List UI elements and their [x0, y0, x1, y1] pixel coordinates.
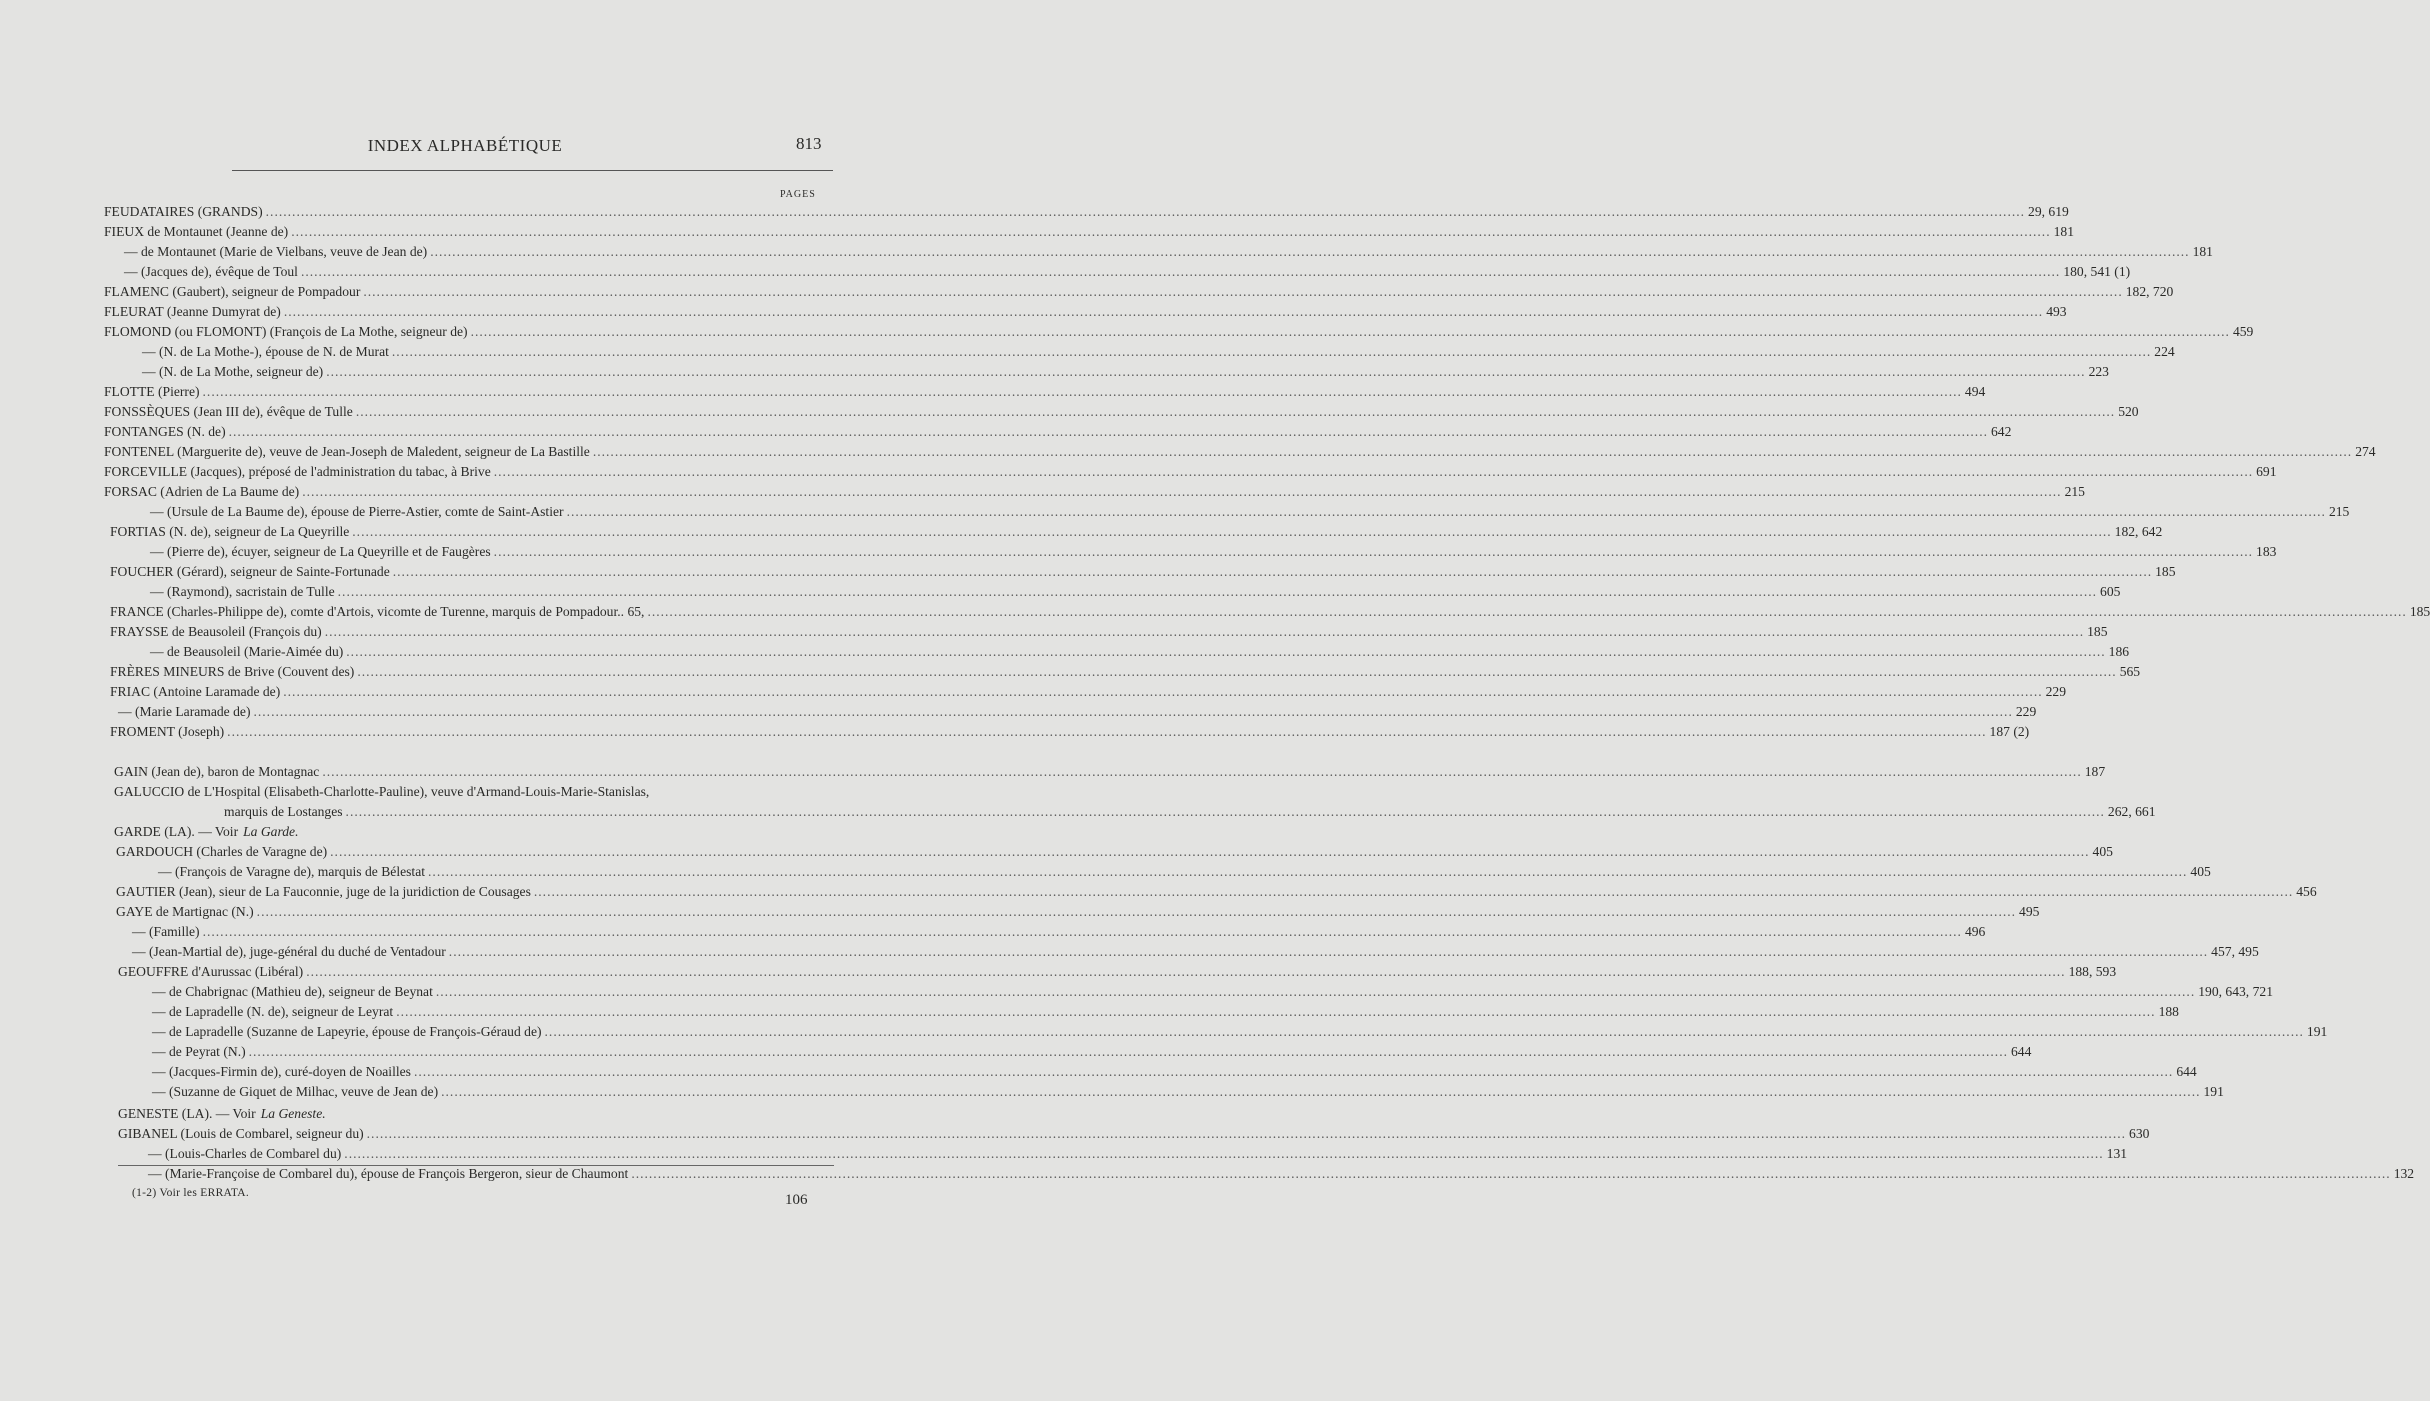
dot-leader: ................................................................................................................................................................................................................................................................................................................................................................................................................: [346, 644, 2106, 659]
entry-pages: 642: [1991, 424, 2012, 439]
entry-pages: 185: [2087, 624, 2108, 639]
entry-text: FLOTTE (Pierre): [104, 384, 200, 399]
entry-text: — de Lapradelle (N. de), seigneur de Leyrat: [152, 1004, 394, 1019]
dot-leader: ................................................................................................................................................................................................................................................................................................................................................................................................................: [435, 984, 2196, 999]
dot-leader: ................................................................................................................................................................................................................................................................................................................................................................................................................: [300, 264, 2061, 279]
entry-text: — de Chabrignac (Mathieu de), seigneur de Beynat: [152, 984, 433, 999]
entry-text: — (N. de La Mothe-), épouse de N. de Murat: [142, 344, 389, 359]
entry-pages: 190, 643, 721: [2198, 984, 2273, 999]
dot-leader: ................................................................................................................................................................................................................................................................................................................................................................................................................: [322, 764, 2082, 779]
index-entry: [150, 543, 2277, 561]
entry-pages: 182, 720: [2125, 284, 2174, 299]
dot-leader: ................................................................................................................................................................................................................................................................................................................................................................................................................: [337, 584, 2098, 599]
entry-text: — (Louis-Charles de Combarel du): [148, 1146, 342, 1161]
entry-pages: 565: [2119, 664, 2141, 679]
entry-text: — de Montaunet (Marie de Vielbans, veuve de Jean de): [124, 244, 428, 259]
entry-pages: 405: [2190, 864, 2211, 879]
index-entry: [132, 923, 1986, 941]
entry-text: — (Raymond), sacristain de Tulle: [150, 584, 335, 599]
index-entry: [152, 983, 2273, 1001]
index-entry: [124, 263, 2131, 281]
entry-pages: 224: [2154, 344, 2175, 359]
index-entry: [152, 1083, 2224, 1101]
index-entry: [150, 583, 2121, 601]
dot-leader: ................................................................................................................................................................................................................................................................................................................................................................................................................: [344, 1146, 2104, 1161]
index-entry: [114, 763, 2106, 781]
dot-leader: ................................................................................................................................................................................................................................................................................................................................................................................................................: [248, 1044, 2008, 1059]
index-entry: [104, 403, 2139, 421]
index-entry: [118, 1105, 836, 1123]
entry-text: GEOUFFRE d'Aurussac (Libéral): [118, 964, 304, 979]
entry-pages: 187 (2): [1989, 724, 2030, 739]
entry-text: — de Peyrat (N.): [152, 1044, 246, 1059]
dot-leader: ................................................................................................................................................................................................................................................................................................................................................................................................................: [396, 1004, 2156, 1019]
index-entry: [116, 883, 2317, 901]
entry-text: — (François de Varagne de), marquis de Bélestat: [158, 864, 426, 879]
running-title: INDEX ALPHABÉTIQUE: [367, 136, 563, 155]
dot-leader: ................................................................................................................................................................................................................................................................................................................................................................................................................: [544, 1024, 2304, 1039]
entry-pages: 274: [2355, 444, 2376, 459]
entry-pages: 131: [2106, 1146, 2128, 1161]
entry-pages: 229: [2045, 684, 2067, 699]
dot-leader: ................................................................................................................................................................................................................................................................................................................................................................................................................: [592, 444, 2353, 459]
dot-leader: ................................................................................................................................................................................................................................................................................................................................................................................................................: [392, 564, 2153, 579]
sheet-number: 106: [785, 1192, 808, 1208]
dot-leader: ................................................................................................................................................................................................................................................................................................................................................................................................................: [355, 404, 2116, 419]
dot-leader: ................................................................................................................................................................................................................................................................................................................................................................................................................: [283, 304, 2044, 319]
index-entry: [118, 963, 2117, 981]
index-entry: [104, 483, 2085, 501]
entry-pages: 494: [1964, 384, 1986, 399]
index-entry: [224, 803, 2156, 821]
entry-text: — (Jacques-Firmin de), curé-doyen de Noailles: [152, 1064, 411, 1079]
dot-leader: ................................................................................................................................................................................................................................................................................................................................................................................................................: [566, 504, 2326, 519]
entry-text: FLEURAT (Jeanne Dumyrat de): [104, 304, 281, 319]
entry-pages: 644: [2011, 1044, 2032, 1059]
index-entry: [152, 1043, 2032, 1061]
entry-pages: 132: [2393, 1166, 2415, 1181]
dot-leader: ................................................................................................................................................................................................................................................................................................................................................................................................................: [448, 944, 2209, 959]
dot-leader: ................................................................................................................................................................................................................................................................................................................................................................................................................: [330, 844, 2090, 859]
entry-text: FONSSÈQUES (Jean III de), évêque de Tulle: [104, 404, 353, 419]
dot-leader: ................................................................................................................................................................................................................................................................................................................................................................................................................: [357, 664, 2117, 679]
entry-pages: 29, 619: [2028, 204, 2069, 219]
entry-text: GAIN (Jean de), baron de Montagnac: [114, 764, 320, 779]
entry-pages: 223: [2088, 364, 2109, 379]
entry-pages: 229: [2015, 704, 2037, 719]
entry-pages: 191: [2306, 1024, 2328, 1039]
entry-pages: 185: [2155, 564, 2176, 579]
entry-pages: 262, 661: [2107, 804, 2156, 819]
dot-leader: ................................................................................................................................................................................................................................................................................................................................................................................................................: [533, 884, 2294, 899]
entry-pages: 457, 495: [2211, 944, 2259, 959]
entry-text: FRAYSSE de Beausoleil (François du): [110, 624, 322, 639]
entry-text: FRIAC (Antoine Laramade de): [110, 684, 281, 699]
dot-leader: ................................................................................................................................................................................................................................................................................................................................................................................................................: [430, 244, 2190, 259]
entry-text: — (Jean-Martial de), juge-général du duché de Ventadour: [132, 944, 446, 959]
entry-pages: 493: [2046, 304, 2067, 319]
entry-pages: 456: [2296, 884, 2317, 899]
entry-pages: 187: [2084, 764, 2106, 779]
dot-leader: ................................................................................................................................................................................................................................................................................................................................................................................................................: [493, 544, 2254, 559]
index-entry: [148, 1165, 2415, 1183]
entry-pages: 182, 642: [2114, 524, 2163, 539]
index-entry: [124, 243, 2213, 261]
entry-pages: 191: [2203, 1084, 2224, 1099]
entry-text: FORCEVILLE (Jacques), préposé de l'administration du tabac, à Brive: [104, 464, 491, 479]
index-entry: [114, 823, 836, 841]
entry-text: FONTENEL (Marguerite de), veuve de Jean-Joseph de Maledent, seigneur de La Bastille: [104, 444, 590, 459]
entry-text: FRÈRES MINEURS de Brive (Couvent des): [110, 664, 355, 679]
entry-pages: 630: [2129, 1126, 2150, 1141]
entry-text: FLAMENC (Gaubert), seigneur de Pompadour: [104, 284, 361, 299]
entry-text: GAYE de Martignac (N.): [116, 904, 254, 919]
entry-text: FORSAC (Adrien de La Baume de): [104, 484, 300, 499]
dot-leader: ................................................................................................................................................................................................................................................................................................................................................................................................................: [366, 1126, 2127, 1141]
page-number: 813: [796, 134, 822, 153]
entry-text: — de Beausoleil (Marie-Aimée du): [150, 644, 344, 659]
entry-text: GAUTIER (Jean), sieur de La Fauconnie, juge de la juridiction de Cousages: [116, 884, 531, 899]
entry-pages: 181: [2192, 244, 2213, 259]
index-entry: [142, 343, 2175, 361]
index-entry: [150, 503, 2350, 521]
index-entry: [110, 603, 2430, 621]
dot-leader: ................................................................................................................................................................................................................................................................................................................................................................................................................: [326, 364, 2086, 379]
entry-text: — (Pierre de), écuyer, seigneur de La Queyrille et de Faugères: [150, 544, 491, 559]
index-entry: [110, 563, 2176, 581]
entry-pages: 215: [2064, 484, 2085, 499]
entry-pages: 644: [2176, 1064, 2197, 1079]
entry-text: — de Lapradelle (Suzanne de Lapeyrie, épouse de François-Géraud de): [152, 1024, 542, 1039]
entry-pages: 691: [2256, 464, 2277, 479]
dot-leader: ................................................................................................................................................................................................................................................................................................................................................................................................................: [413, 1064, 2174, 1079]
dot-leader: ................................................................................................................................................................................................................................................................................................................................................................................................................: [283, 684, 2043, 699]
entry-cross-reference: La Garde.: [243, 824, 299, 839]
index-entry: [104, 423, 2012, 441]
dot-leader: ................................................................................................................................................................................................................................................................................................................................................................................................................: [202, 924, 1962, 939]
index-entry: [118, 703, 2037, 721]
dot-leader: ................................................................................................................................................................................................................................................................................................................................................................................................................: [202, 384, 1962, 399]
entry-text: GARDE (LA). — Voir: [114, 824, 239, 839]
index-entry: [152, 1003, 2179, 1021]
dot-leader: ................................................................................................................................................................................................................................................................................................................................................................................................................: [428, 864, 2188, 879]
footnote: (1-2) Voir les ERRATA.: [132, 1187, 250, 1199]
entry-text: FOUCHER (Gérard), seigneur de Sainte-Fortunade: [110, 564, 390, 579]
index-entry: [110, 523, 2163, 541]
entry-pages: 495: [2019, 904, 2040, 919]
index-entry: [158, 863, 2211, 881]
entry-text: FEUDATAIRES (GRANDS): [104, 204, 263, 219]
index-entry: [110, 683, 2067, 701]
dot-leader: ................................................................................................................................................................................................................................................................................................................................................................................................................: [363, 284, 2123, 299]
entry-text: FLOMOND (ou FLOMONT) (François de La Mothe, seigneur de): [104, 324, 468, 339]
entry-pages: 180, 541 (1): [2063, 264, 2131, 279]
entry-text: — (Suzanne de Giquet de Milhac, veuve de Jean de): [152, 1084, 439, 1099]
index-entry: [132, 943, 2259, 961]
dot-leader: ................................................................................................................................................................................................................................................................................................................................................................................................................: [441, 1084, 2201, 1099]
dot-leader: ................................................................................................................................................................................................................................................................................................................................................................................................................: [253, 704, 2013, 719]
index-entry: [110, 723, 2030, 741]
entry-text: FIEUX de Montaunet (Jeanne de): [104, 224, 289, 239]
dot-leader: ................................................................................................................................................................................................................................................................................................................................................................................................................: [227, 724, 1987, 739]
entry-pages: 605: [2100, 584, 2121, 599]
index-entry: [116, 903, 2040, 921]
dot-leader: ................................................................................................................................................................................................................................................................................................................................................................................................................: [352, 524, 2112, 539]
pages-column-label: PAGES: [780, 189, 816, 200]
index-entry: [152, 1023, 2328, 1041]
index-entry: [110, 663, 2141, 681]
entry-text: — (Ursule de La Baume de), épouse de Pierre-Astier, comte de Saint-Astier: [150, 504, 564, 519]
index-entry: [148, 1145, 2128, 1163]
dot-leader: ................................................................................................................................................................................................................................................................................................................................................................................................................: [302, 484, 2062, 499]
index-entry: [104, 383, 1986, 401]
entry-pages: 186: [2108, 644, 2130, 659]
entry-text: — (N. de La Mothe, seigneur de): [142, 364, 324, 379]
index-entry: [104, 283, 2174, 301]
entry-text: FORTIAS (N. de), seigneur de La Queyrille: [110, 524, 350, 539]
header-rule: [232, 170, 833, 171]
dot-leader: ................................................................................................................................................................................................................................................................................................................................................................................................................: [306, 964, 2066, 979]
entry-text: GARDOUCH (Charles de Varagne de): [116, 844, 328, 859]
entry-text: FONTANGES (N. de): [104, 424, 226, 439]
entry-text: — (Famille): [132, 924, 200, 939]
index-entry: [152, 1063, 2197, 1081]
dot-leader: ................................................................................................................................................................................................................................................................................................................................................................................................................: [256, 904, 2017, 919]
dot-leader: ................................................................................................................................................................................................................................................................................................................................................................................................................: [647, 604, 2407, 619]
dot-leader: ................................................................................................................................................................................................................................................................................................................................................................................................................: [345, 804, 2105, 819]
entry-text: GIBANEL (Louis de Combarel, seigneur du): [118, 1126, 364, 1141]
dot-leader: ................................................................................................................................................................................................................................................................................................................................................................................................................: [228, 424, 1988, 439]
entry-cross-reference: La Geneste.: [260, 1106, 326, 1121]
entry-text: — (Jacques de), évêque de Toul: [124, 264, 298, 279]
entry-text: FRANCE (Charles-Philippe de), comte d'Artois, vicomte de Turenne, marquis de Pompadour.. 65,: [110, 604, 645, 619]
index-entry: [116, 843, 2113, 861]
entry-pages: 183: [2256, 544, 2277, 559]
dot-leader: ................................................................................................................................................................................................................................................................................................................................................................................................................: [324, 624, 2085, 639]
dot-leader: ................................................................................................................................................................................................................................................................................................................................................................................................................: [265, 204, 2026, 219]
entry-text: GALUCCIO de L'Hospital (Elisabeth-Charlotte-Pauline), veuve d'Armand-Louis-Marie-Stanislas,: [114, 784, 650, 799]
dot-leader: ................................................................................................................................................................................................................................................................................................................................................................................................................: [391, 344, 2152, 359]
entry-pages: 181: [2053, 224, 2074, 239]
index-entry: [142, 363, 2109, 381]
entry-pages: 188: [2158, 1004, 2179, 1019]
index-entry: [104, 323, 2254, 341]
entry-text: — (Marie Laramade de): [118, 704, 251, 719]
index-entry: [114, 783, 836, 801]
entry-pages: 459: [2232, 324, 2254, 339]
entry-pages: 405: [2092, 844, 2113, 859]
entry-pages: 185: [2409, 604, 2430, 619]
index-entry: [118, 1125, 2150, 1143]
index-entry: [110, 623, 2108, 641]
entry-pages: 520: [2118, 404, 2139, 419]
index-entry: [104, 463, 2277, 481]
index-entry: [104, 443, 2376, 461]
index-entry: [104, 223, 2074, 241]
index-entry: [150, 643, 2130, 661]
dot-leader: ................................................................................................................................................................................................................................................................................................................................................................................................................: [291, 224, 2051, 239]
index-entry: [104, 203, 2069, 221]
dot-leader: ................................................................................................................................................................................................................................................................................................................................................................................................................: [631, 1166, 2391, 1181]
entry-text: — (Marie-Françoise de Combarel du), épouse de François Bergeron, sieur de Chaumont: [148, 1166, 629, 1181]
index-entry: [104, 303, 2067, 321]
entry-text: FROMENT (Joseph): [110, 724, 225, 739]
footer-rule: [118, 1165, 834, 1166]
entry-pages: 215: [2328, 504, 2350, 519]
entry-pages: 188, 593: [2068, 964, 2117, 979]
dot-leader: ................................................................................................................................................................................................................................................................................................................................................................................................................: [493, 464, 2254, 479]
entry-text: marquis de Lostanges: [224, 804, 343, 819]
entry-pages: 496: [1964, 924, 1986, 939]
dot-leader: ................................................................................................................................................................................................................................................................................................................................................................................................................: [470, 324, 2230, 339]
entry-text: GENESTE (LA). — Voir: [118, 1106, 256, 1121]
